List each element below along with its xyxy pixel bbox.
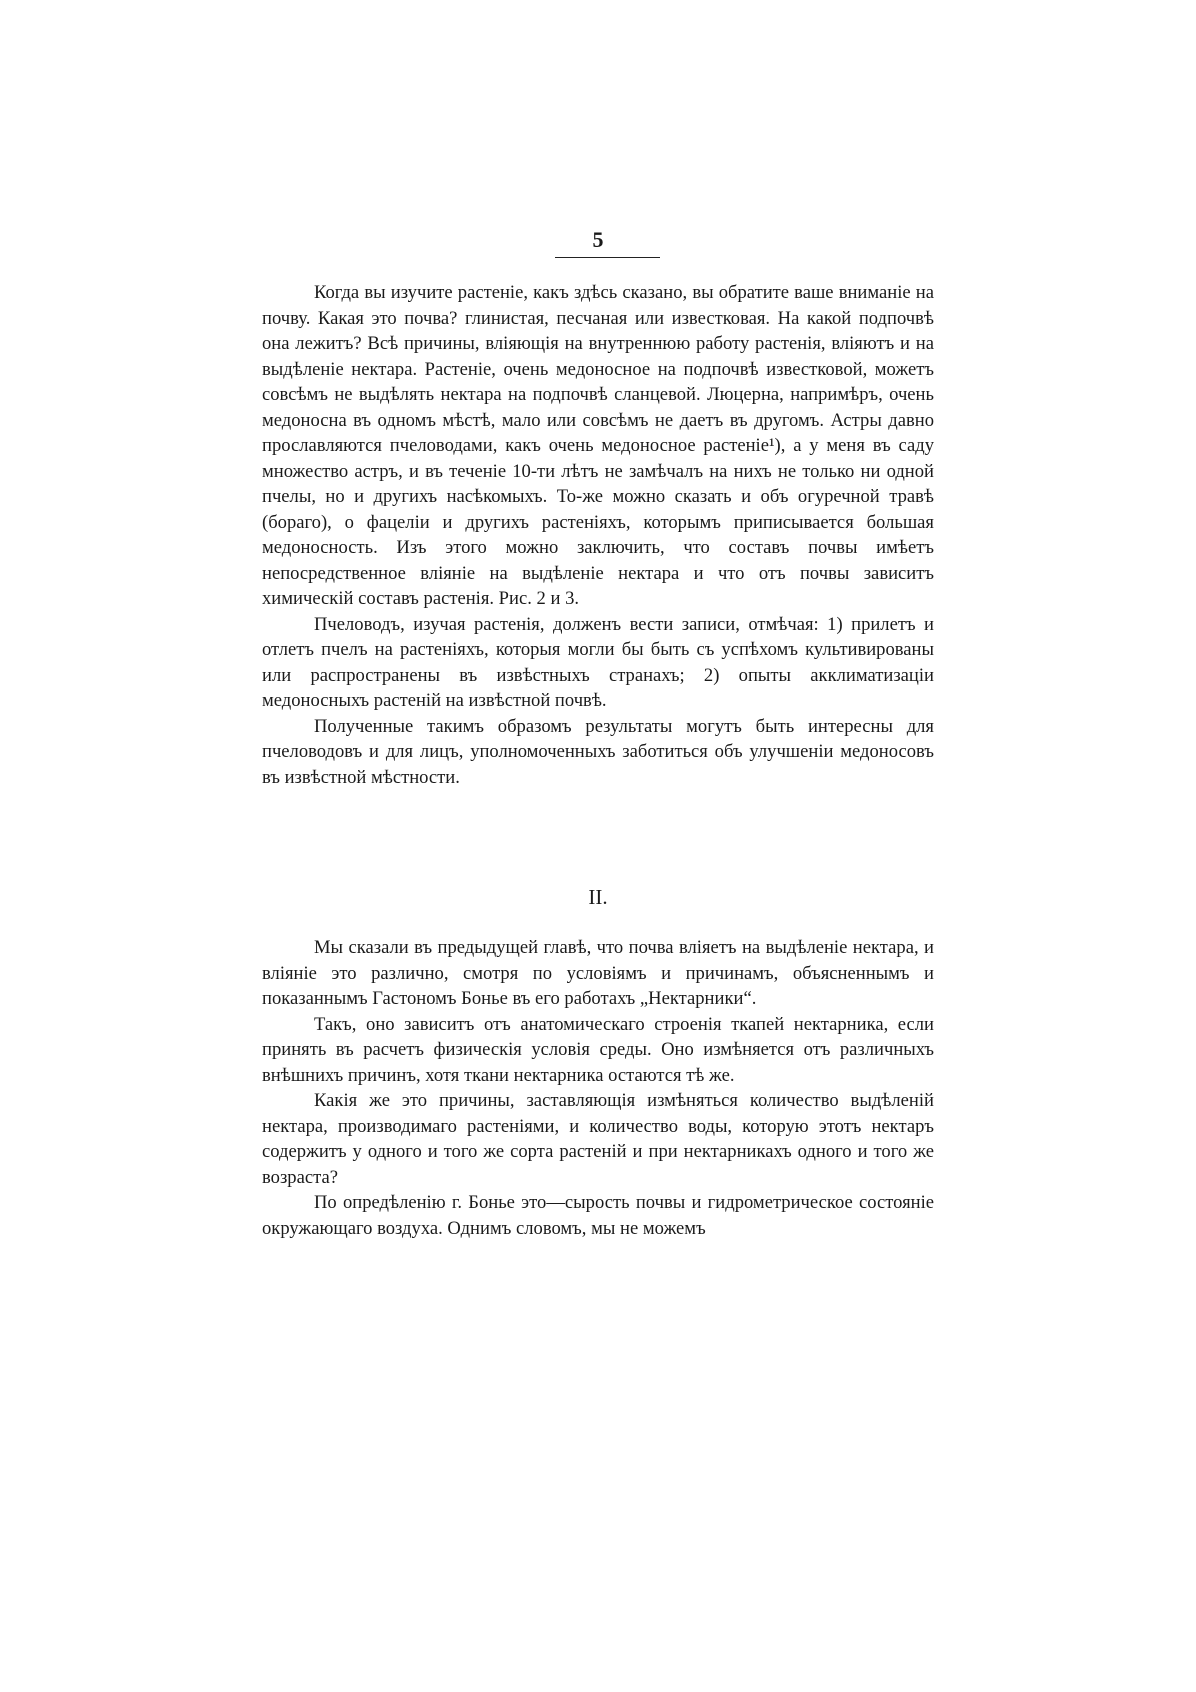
page-number-rule [555, 257, 660, 258]
section-1-text [262, 280, 934, 790]
section-2-text [262, 935, 934, 1241]
paragraph: По опредѣленію г. Бонье это—сырость почвы и гидрометрическое состояніе окружающаго воздуха. Однимъ словомъ, мы не можемъ [262, 1192, 934, 1239]
page-number: 5 [592, 227, 604, 252]
paragraph: Пчеловодъ, изучая растенія, долженъ вести записи, отмѣчая: 1) прилетъ и отлетъ пчелъ на растеніяхъ, которыя могли бы быть съ успѣхомъ культивированы или распространены въ извѣстныхъ странахъ; 2) опыты акклиматизаціи медоносныхъ растеній на извѣстной почвѣ. [262, 613, 934, 711]
paragraph: Когда вы изучите растеніе, какъ здѣсь сказано, вы обратите ваше вниманіе на почву. Какая это почва? глинистая, песчаная или известковая. На какой подпочвѣ она лежитъ? Всѣ причины, вліяющія на внутреннюю работу растенія, вліяютъ и на выдѣленіе нектара. Растеніе, очень медоносное на подпочвѣ известковой, можетъ совсѣмъ не выдѣлять нектара на подпочвѣ сланцевой. Люцерна, напримѣръ, очень медоносна въ одномъ мѣстѣ, мало или совсѣмъ не даетъ въ другомъ. Астры давно прославляются пчеловодами, какъ очень медоносное растеніе¹), а у меня въ саду множество астръ, и въ теченіе 10-ти лѣтъ не замѣчалъ на нихъ не только ни одной пчелы, но и другихъ насѣкомыхъ. То-же можно сказать и объ огуречной травѣ (бораго), о фацеліи и другихъ растеніяхъ, которымъ приписывается большая медоносность. Изъ этого можно заключить, что составъ почвы имѣетъ непосредственное вліяніе на выдѣленіе нектара и что отъ почвы зависитъ химическій составъ растенія. Рис. 2 и 3. [262, 282, 934, 609]
section-heading: II. [588, 885, 608, 909]
paragraph: Полученные такимъ образомъ результаты могутъ быть интересны для пчеловодовъ и для лицъ, уполномоченныхъ заботиться объ улучшеніи медоносовъ въ извѣстной мѣстности. [262, 715, 934, 788]
paragraph: Какія же это причины, заставляющія измѣняться количество выдѣленій нектара, производимаго растеніями, и количество воды, которую этотъ нектаръ содержитъ у одного и того же сорта растеній и при нектарникахъ одного и того же возраста? [262, 1090, 934, 1188]
paragraph: Мы сказали въ предыдущей главѣ, что почва вліяетъ на выдѣленіе нектара, и вліяніе это различно, смотря по условіямъ и причинамъ, объясненнымъ и показаннымъ Гастономъ Бонье въ его работахъ „Нектарники“. [262, 937, 934, 1009]
paragraph: Такъ, оно зависитъ отъ анатомическаго строенія ткапей нектарника, если принять въ расчетъ физическія условія среды. Оно измѣняется отъ различныхъ внѣшнихъ причинъ, хотя ткани нектарника остаются тѣ же. [262, 1013, 934, 1086]
